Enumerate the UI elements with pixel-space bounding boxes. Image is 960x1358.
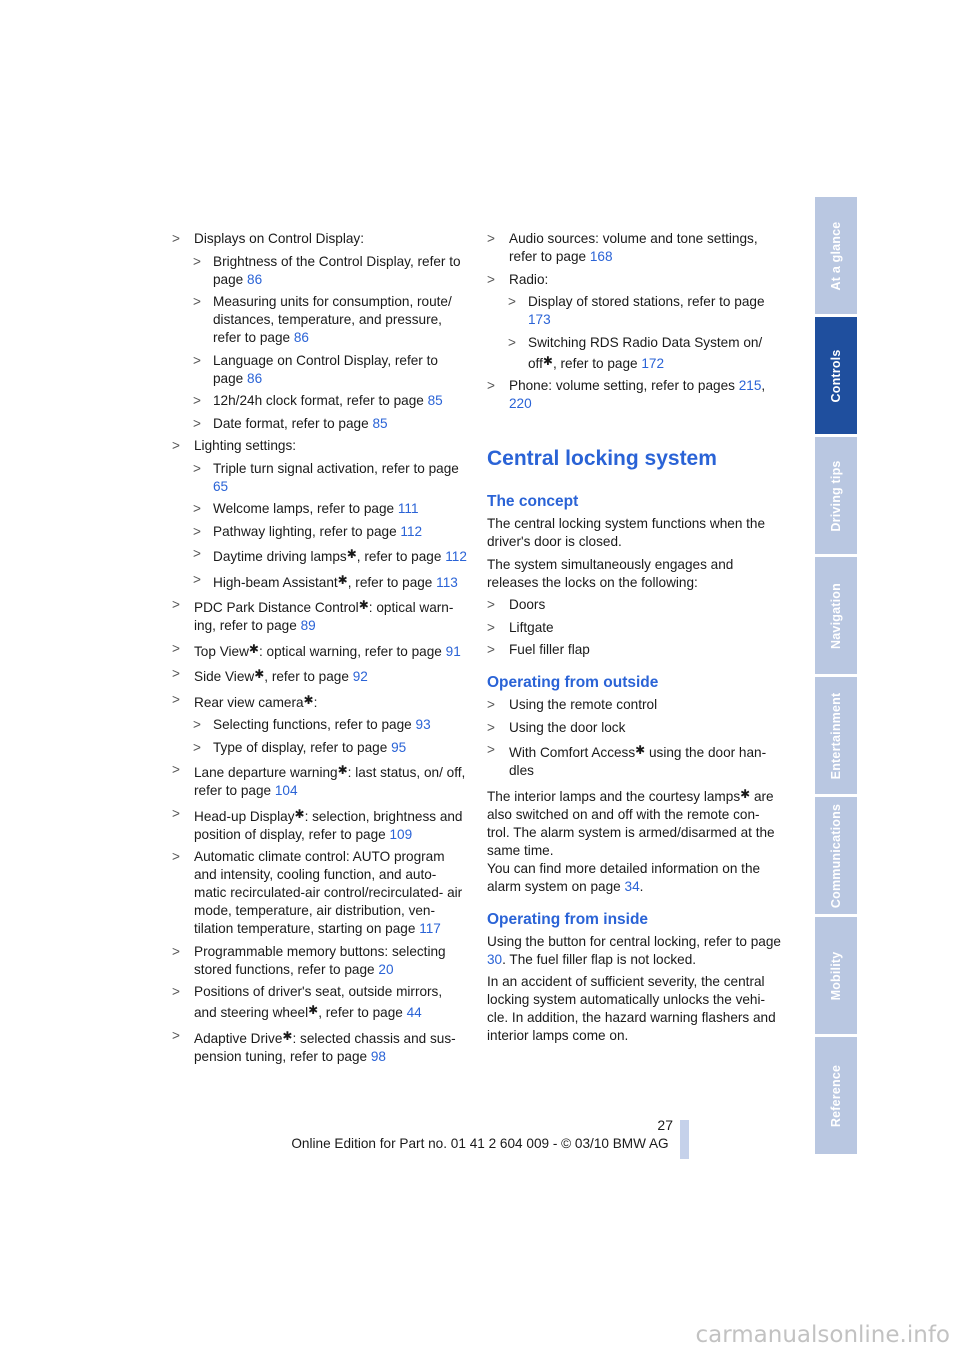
- sub-list-item: [193, 253, 468, 289]
- item-text: Pathway lighting, refer to page: [213, 523, 401, 539]
- item-text-rest: , refer to page: [552, 355, 642, 371]
- item-text: Using the remote control: [509, 697, 658, 712]
- accident-paragraph: In an accident of sufficient severity, the central locking system automatically unlocks the vehi- cle. In addition, the hazard warning flashers and interior lamps come on.: [487, 974, 776, 1043]
- sidebar-tab[interactable]: [815, 197, 857, 314]
- page-ref-link[interactable]: 30: [487, 951, 503, 967]
- item-text: Automatic climate control: AUTO program and intensity, cooling function, and auto- matic recirculated-air control/recirculated- air mode, temperature, air distribution, ven- tilation temperature, starting on page: [194, 849, 463, 936]
- star-icon: ✱: [358, 598, 369, 612]
- item-text: Top View: [194, 643, 249, 659]
- list-item: [172, 665, 468, 686]
- item-text: Positions of driver's seat, outside mirrors, and steering wheel: [194, 984, 443, 1020]
- page-ref-link[interactable]: 98: [370, 1048, 386, 1064]
- item-text: Type of display, refer to page: [213, 739, 392, 755]
- page-ref-link[interactable]: 220: [509, 396, 532, 411]
- bullet-marker: >: [487, 231, 495, 246]
- bullet-marker: >: [172, 1027, 180, 1043]
- bullet-marker: >: [487, 271, 495, 287]
- page-ref-link[interactable]: 91: [445, 643, 461, 659]
- page-ref-link[interactable]: 34: [624, 878, 640, 894]
- item-text-rest: : last status, on/ off, refer to page: [194, 765, 466, 798]
- page-number: 27: [657, 1117, 673, 1133]
- locks-list: [487, 596, 781, 659]
- item-text: Date format, refer to page: [213, 415, 373, 431]
- bullet-marker: >: [487, 697, 495, 712]
- inside-text: Using the button for central locking, refer to page: [487, 933, 781, 949]
- bullet-marker: >: [172, 666, 180, 681]
- page-ref-link[interactable]: 86: [293, 330, 309, 345]
- page-ref-link[interactable]: 173: [528, 312, 551, 327]
- bullet-marker: >: [487, 597, 495, 612]
- item-text-rest: :: [313, 694, 318, 710]
- page-ref-link[interactable]: 85: [372, 415, 388, 431]
- concept-heading: The concept: [487, 493, 579, 510]
- page-ref-link[interactable]: 111: [397, 501, 419, 516]
- item-text: Daytime driving lamps: [213, 549, 347, 564]
- star-icon: ✱: [337, 572, 348, 587]
- item-text: Adaptive Drive: [194, 1030, 283, 1046]
- page-ref-link[interactable]: 168: [589, 249, 613, 264]
- item-text: Selecting functions, refer to page: [213, 717, 416, 732]
- inside-heading: Operating from inside: [487, 910, 649, 928]
- bullet-marker: >: [172, 231, 180, 246]
- sidebar-tab[interactable]: [815, 797, 857, 914]
- list-item: [487, 271, 781, 373]
- item-text-rest: using the door han- dles: [509, 745, 767, 778]
- page-ref-link[interactable]: 86: [247, 271, 263, 287]
- sidebar-tab[interactable]: [815, 437, 857, 554]
- item-text: Welcome lamps, refer to page: [213, 501, 398, 516]
- sub-list-item: [193, 460, 468, 496]
- list-item: [172, 943, 468, 979]
- bullet-marker: >: [487, 742, 495, 757]
- sub-list-item: [193, 571, 468, 592]
- list-item: [487, 596, 781, 614]
- list-item: [487, 696, 781, 714]
- bullet-marker: >: [193, 717, 201, 732]
- list-item: [487, 377, 781, 413]
- page-ref-link[interactable]: 117: [419, 921, 441, 936]
- sub-list-item: [193, 415, 468, 433]
- nested-list: [172, 460, 468, 592]
- alarm-info-text: You can find more detailed information on the alarm system on page: [487, 860, 761, 894]
- inside-paragraph: [487, 933, 781, 969]
- bullet-marker: >: [508, 294, 516, 309]
- inside-text-rest: . The fuel filler flap is not locked.: [502, 951, 697, 967]
- concept-paragraph-2: The system simultaneously engages and releases the locks on the following:: [487, 556, 734, 590]
- star-icon: ✱: [294, 806, 305, 821]
- bullet-marker: >: [193, 546, 201, 561]
- bullet-marker: >: [172, 691, 180, 707]
- bullet-marker: >: [487, 719, 495, 735]
- item-text-rest: : selected chassis and sus- pension tuning, refer to page: [194, 1030, 456, 1064]
- page-ref-link[interactable]: 89: [300, 618, 316, 633]
- bullet-marker: >: [172, 597, 180, 612]
- item-text-rest: : optical warn- ing, refer to page: [194, 600, 454, 633]
- page-ref-link[interactable]: 44: [406, 1005, 422, 1020]
- list-item: [487, 641, 781, 659]
- sidebar-tab-label: Navigation: [829, 582, 843, 649]
- interior-lamps-text-rest: are also switched on and off with the remote con- trol. The alarm system is armed/disarmed at the same time.: [487, 788, 775, 858]
- sidebar-tab[interactable]: [815, 677, 857, 794]
- list-item: [172, 230, 468, 433]
- page-ref-link[interactable]: 215: [738, 378, 762, 393]
- page-ref-link[interactable]: 65: [213, 478, 229, 494]
- list-item: [487, 619, 781, 637]
- page-ref-link[interactable]: 172: [641, 355, 665, 371]
- item-text: Liftgate: [509, 619, 554, 635]
- bullet-marker: >: [172, 805, 180, 821]
- list-item: [172, 640, 468, 661]
- page-ref-link[interactable]: 92: [352, 669, 368, 684]
- item-text: Triple turn signal activation, refer to page: [213, 460, 459, 476]
- item-text-rest: , refer to page: [347, 574, 437, 590]
- bullet-marker: >: [193, 739, 201, 755]
- sidebar-tab[interactable]: [815, 557, 857, 674]
- bullet-marker: >: [193, 294, 201, 309]
- bullet-marker: >: [172, 943, 180, 959]
- item-text-rest: : selection, brightness and position of display, refer to page: [194, 808, 463, 842]
- item-text-rest: , refer to page: [318, 1005, 407, 1020]
- page-ref-link[interactable]: 95: [391, 739, 407, 755]
- interior-lamps-paragraph: [487, 785, 781, 860]
- page-ref-link[interactable]: 113: [436, 574, 458, 590]
- item-text: Side View: [194, 669, 255, 684]
- sidebar-tab[interactable]: [815, 917, 857, 1034]
- bullet-marker: >: [172, 438, 180, 453]
- bullet-marker: >: [487, 378, 495, 393]
- star-icon: ✱: [346, 547, 357, 561]
- interior-lamps-text: The interior lamps and the courtesy lamps: [487, 788, 741, 804]
- list-item: [487, 741, 781, 780]
- item-text: Display of stored stations, refer to page: [528, 294, 765, 309]
- item-text: PDC Park Distance Control: [194, 600, 359, 615]
- list-item: [487, 230, 781, 266]
- item-text: Audio sources: volume and tone settings, refer to page: [509, 231, 758, 264]
- item-text: Switching RDS Radio Data System on/ off: [528, 334, 763, 371]
- bullet-marker: >: [487, 619, 495, 635]
- bullet-marker: >: [508, 334, 516, 350]
- outside-heading: Operating from outside: [487, 674, 659, 691]
- chapter-tabs: [815, 197, 857, 1157]
- bullet-marker: >: [172, 849, 180, 864]
- sub-list-item: [193, 545, 468, 566]
- sub-list-item: [193, 739, 468, 757]
- bullet-marker: >: [172, 984, 180, 999]
- concept-paragraph: The central locking system functions when the driver's door is closed.: [487, 516, 766, 549]
- item-text: Programmable memory buttons: selecting stored functions, refer to page: [194, 943, 446, 977]
- bullet-marker: >: [172, 762, 180, 777]
- item-text: Measuring units for consumption, route/ distances, temperature, and pressure, refer to page: [213, 294, 452, 345]
- list-item: [172, 437, 468, 592]
- sub-list-item: [193, 523, 468, 541]
- right-settings-list: [487, 230, 781, 413]
- item-text: Lighting settings:: [194, 438, 297, 453]
- item-text: Rear view camera: [194, 694, 304, 710]
- list-item: [172, 805, 468, 844]
- page-ref-link[interactable]: 112: [400, 523, 423, 539]
- bullet-marker: >: [193, 253, 201, 269]
- list-item: [172, 761, 468, 800]
- star-icon: ✱: [248, 641, 259, 656]
- star-icon: ✱: [542, 353, 553, 368]
- page-ref-link[interactable]: 112: [445, 549, 467, 564]
- page-ref-link[interactable]: 93: [415, 717, 431, 732]
- bullet-marker: >: [193, 523, 201, 539]
- item-text: Doors: [509, 597, 546, 612]
- bullet-marker: >: [172, 640, 180, 656]
- nested-list: [172, 716, 468, 757]
- page-ref-link[interactable]: 20: [378, 961, 394, 977]
- section-title: Central locking system: [487, 447, 717, 470]
- bullet-marker: >: [193, 393, 201, 408]
- sub-list-item: [193, 500, 468, 518]
- sidebar-tab-label: Entertainment: [829, 692, 843, 779]
- item-text: Lane departure warning: [194, 765, 338, 780]
- list-item: [172, 983, 468, 1022]
- sidebar-tab-label: At a glance: [829, 221, 843, 290]
- item-text: Phone: volume setting, refer to pages: [509, 378, 739, 393]
- page-ref-link[interactable]: 104: [274, 783, 298, 798]
- item-text: Displays on Control Display:: [194, 231, 364, 246]
- sub-list-item: [508, 293, 781, 329]
- sidebar-tab-label: Controls: [829, 349, 843, 402]
- right-column: [487, 230, 781, 1050]
- sub-list-item: [193, 293, 468, 347]
- outside-methods-list: [487, 696, 781, 780]
- star-icon: ✱: [282, 1028, 293, 1043]
- item-text: Fuel filler flap: [509, 642, 590, 657]
- sub-list-item: [193, 392, 468, 410]
- list-item: [172, 596, 468, 635]
- sub-list-item: [508, 334, 781, 373]
- sidebar-tab-label: Communications: [829, 803, 843, 908]
- bullet-marker: >: [193, 352, 201, 368]
- list-item: [172, 691, 468, 757]
- item-text-rest: , refer to page: [356, 549, 446, 564]
- bullet-marker: >: [193, 460, 201, 476]
- item-text: Brightness of the Control Display, refer to page: [213, 253, 461, 287]
- sidebar-tab-label: Driving tips: [829, 459, 843, 532]
- ref-separator: ,: [761, 378, 766, 393]
- item-text-rest: , refer to page: [264, 669, 353, 684]
- star-icon: ✱: [337, 763, 348, 777]
- item-text: Using the door lock: [509, 719, 626, 735]
- bullet-marker: >: [193, 415, 201, 431]
- list-item: [487, 719, 781, 737]
- alarm-info-paragraph: [487, 860, 781, 896]
- edition-footer: Online Edition for Part no. 01 41 2 604 009 - © 03/10 BMW AG: [291, 1136, 669, 1151]
- list-item: [172, 1027, 468, 1066]
- bullet-marker: >: [193, 571, 201, 587]
- item-text: Language on Control Display, refer to page: [213, 352, 438, 386]
- nested-list: [487, 293, 781, 373]
- bullet-marker: >: [193, 501, 201, 516]
- item-text: 12h/24h clock format, refer to page: [213, 393, 428, 408]
- nested-list: [172, 253, 468, 433]
- item-text: With Comfort Access: [509, 745, 636, 760]
- star-icon: ✱: [254, 667, 265, 681]
- star-icon: ✱: [308, 1003, 319, 1017]
- sidebar-tab-label: Mobility: [829, 951, 843, 1000]
- page-ref-link[interactable]: 85: [427, 393, 443, 408]
- list-item: [172, 848, 468, 938]
- star-icon: ✱: [740, 786, 751, 801]
- item-text-rest: : optical warning, refer to page: [258, 643, 446, 659]
- star-icon: ✱: [303, 692, 314, 707]
- item-text: Radio:: [509, 271, 549, 287]
- sidebar-tab-label: Reference: [829, 1064, 843, 1127]
- alarm-info-end: .: [639, 878, 644, 894]
- item-text: Head-up Display: [194, 808, 295, 824]
- item-text: High-beam Assistant: [213, 574, 338, 590]
- sub-list-item: [193, 352, 468, 388]
- page-ref-link[interactable]: 109: [389, 826, 413, 842]
- sub-list-item: [193, 716, 468, 734]
- star-icon: ✱: [635, 743, 646, 757]
- watermark-logo: carmanualsonline.info: [695, 1322, 950, 1348]
- left-column: [172, 230, 468, 1070]
- bullet-marker: >: [487, 642, 495, 657]
- page-ref-link[interactable]: 86: [247, 370, 263, 386]
- sidebar-tab[interactable]: [815, 317, 857, 434]
